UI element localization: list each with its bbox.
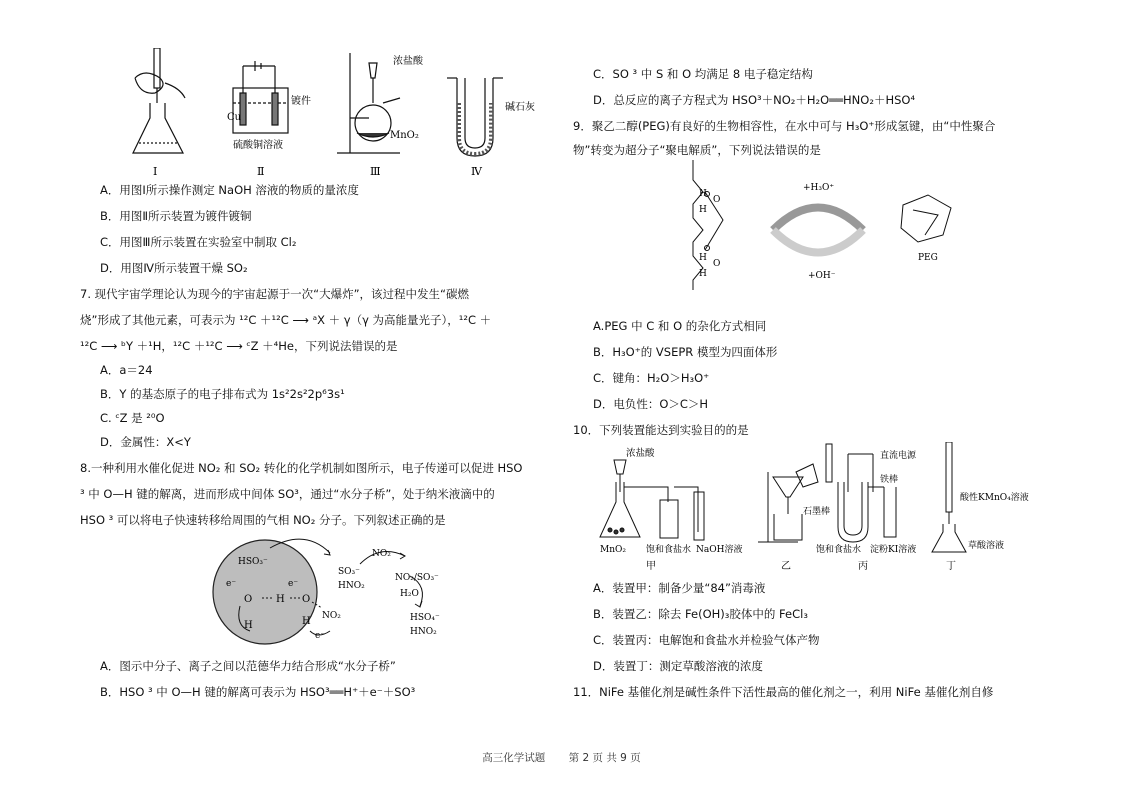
q8-option-a: A．图示中分子、离子之间以范德华力结合形成“水分子桥” [100,659,396,673]
q8-fig-no2-b: NO₂ [372,549,391,559]
q6-option-a: A．用图Ⅰ所示操作测定 NaOH 溶液的物质的量浓度 [100,183,359,197]
q7-option-d: D．金属性：X<Y [100,435,191,449]
fig6-label-cu: Cu [227,112,242,123]
q9-fig-h2: H [699,205,707,215]
nano-droplet [213,540,317,644]
fig6-caption-i: Ⅰ [153,165,158,178]
q10-option-c: C．装置丙：电解饱和食盐水并检验气体产物 [593,633,820,647]
q10-apparatus-figure [598,442,1038,572]
q10-apparatus-svg [598,442,1038,572]
q8-stem-line-1: 8.一种利用水催化促进 NO₂ 和 SO₂ 转化的化学机制如图所示，电子传递可以促进 HSO [80,461,523,475]
q9-option-d: D．电负性：O＞C＞H [593,397,709,411]
q6-apparatus-figure [125,48,545,178]
q10-fig-iron-rod: 铁棒 [880,475,899,485]
q9-fig-h1: H [699,189,707,199]
q8-fig-no2-a: NO₂ [322,611,341,621]
q10-option-a: A．装置甲：制备少量“84”消毒液 [593,581,766,595]
q8-option-d: D．总反应的离子方程式为 HSO³＋NO₂＋H₂O══HNO₂＋HSO⁴ [593,93,916,107]
q7-option-c: C. ᶜZ 是 ²⁰O [100,411,165,425]
q10-stem: 10．下列装置能达到实验目的的是 [573,423,749,437]
q10-fig-dc-power: 直流电源 [880,451,917,461]
q9-option-b: B．H₃O⁺的 VSEPR 模型为四面体形 [593,345,778,359]
q9-option-a: A.PEG 中 C 和 O 的杂化方式相同 [593,319,767,333]
q8-fig-e1: e⁻ [226,579,237,589]
apparatus-i [133,48,185,153]
q9-fig-plus-h3o: +H₃O⁺ [803,183,835,193]
q6-option-c: C．用图Ⅲ所示装置在实验室中制取 Cl₂ [100,235,297,249]
q8-mechanism-figure [210,536,480,648]
fig6-label-plating-part: 镀件 [291,96,311,107]
q6-apparatus-svg [125,48,545,178]
q9-fig-h3: H [699,253,707,263]
q7-stem-line-2: 烧”形成了其他元素，可表示为 ¹²C ＋¹²C ⟶ ᵃX ＋ γ（γ 为高能量光子），¹²C ＋ [80,313,492,327]
q6-option-d: D．用图Ⅳ所示装置干燥 SO₂ [100,261,248,275]
fig6-label-hcl: 浓盐酸 [393,56,423,67]
q8-fig-o1: O [244,594,253,605]
q10-fig-starch-ki: 淀粉KI溶液 [870,545,917,555]
q9-fig-plus-oh: +OH⁻ [808,271,836,281]
fig6-caption-iii: Ⅲ [370,165,381,178]
q9-option-c: C．键角：H₂O＞H₃O⁺ [593,371,710,385]
apparatus-ii [233,61,288,133]
page-footer [0,750,1123,765]
q11-stem: 11．NiFe 基催化剂是碱性条件下活性最高的催化剂之一，利用 NiFe 基催化剂自修 [573,685,994,699]
q9-peg-svg [663,160,983,290]
fig6-caption-ii: Ⅱ [257,165,265,178]
q9-fig-o2: O [713,259,721,269]
q9-fig-h4: H [699,269,707,279]
q10-fig-graphite: 石墨棒 [803,507,831,517]
q8-mechanism-svg [210,536,480,648]
q10-caption-ding: 丁 [946,561,956,572]
fig6-label-mno2: MnO₂ [390,130,419,141]
q9-peg-figure [663,160,983,290]
q8-fig-h1: H [244,620,253,631]
peg-chain [693,160,723,290]
q8-fig-h2o: H₂O [400,589,419,599]
fig6-label-cuso4: 硫酸铜溶液 [233,140,283,151]
q8-fig-h3: H [302,616,311,627]
q8-fig-o2: O [302,594,311,605]
q10-fig-hcl: 浓盐酸 [626,448,655,459]
cycle-arrows [773,208,863,253]
q10-option-d: D．装置丁：测定草酸溶液的浓度 [593,659,763,673]
q10-fig-oxalic: 草酸溶液 [968,541,1005,551]
q10-caption-bing: 丙 [858,561,868,572]
q8-option-b: B．HSO ³ 中 O—H 键的解离可表示为 HSO³══H⁺＋e⁻＋SO³ [100,685,416,699]
q7-option-a: A．a＝24 [100,363,153,377]
q8-fig-hso3: HSO₃⁻ [238,557,268,567]
peg-crown [901,195,951,242]
q8-stem-line-3: HSO ³ 可以将电子快速转移给周围的气相 NO₂ 分子。下列叙述正确的是 [80,513,446,527]
q7-stem-line-3: ¹²C ⟶ ᵇY ＋¹H，¹²C ＋¹²C ⟶ ᶜZ ＋⁴He，下列说法错误的是 [80,339,398,353]
q8-fig-e3: e⁻ [315,631,326,641]
q8-fig-hno2-a: HNO₂ [338,581,365,591]
q8-option-c: C．SO ³ 中 S 和 O 均满足 8 电子稳定结构 [593,67,813,81]
fig6-caption-iv: Ⅳ [471,165,482,178]
q10-caption-yi: 乙 [781,561,791,572]
q8-fig-e2: e⁻ [288,579,299,589]
q10-fig-naoh: NaOH溶液 [696,545,743,555]
apparatus-jia [600,460,704,540]
q8-fig-hso4: HSO₄⁻ [410,613,440,623]
footer-subject: 高三化学试题 [482,752,546,764]
q8-stem-line-2: ³ 中 O—H 键的解离，进而形成中间体 SO³，通过“水分子桥”，处于纳米液滴中的 [80,487,495,501]
q7-option-b: B．Y 的基态原子的电子排布式为 1s²2s²2p⁶3s¹ [100,387,345,401]
q9-fig-peg: PEG [918,253,938,263]
q6-option-b: B．用图Ⅱ所示装置为镀件镀铜 [100,209,252,223]
q7-stem-line-1: 7. 现代宇宙学理论认为现今的宇宙起源于一次“大爆炸”，该过程中发生“碳燃 [80,287,469,301]
q9-fig-o1: O [713,195,721,205]
q10-fig-mno2: MnO₂ [600,545,626,555]
q10-caption-jia: 甲 [646,561,656,572]
q8-fig-so3: SO₃⁻ [338,567,360,577]
q8-fig-h2: H [276,594,285,605]
fig6-label-soda-lime: 碱石灰 [505,102,535,113]
q10-option-b: B．装置乙：除去 Fe(OH)₃胶体中的 FeCl₃ [593,607,808,621]
apparatus-yi [758,464,818,542]
q10-fig-nacl-b: 饱和食盐水 [816,545,862,555]
q8-fig-no2-so3: NO₂/SO₃⁻ [395,573,439,583]
apparatus-iv [447,78,503,156]
q10-fig-nacl-a: 饱和食盐水 [646,545,692,555]
q9-stem-line-2: 物”转变为超分子“聚电解质”，下列说法错误的是 [573,143,821,157]
q10-fig-kmno4: 酸性KMnO₄溶液 [960,493,1029,503]
q8-fig-hno2-b: HNO₂ [410,627,437,637]
footer-page-number: 第 2 页 共 9 页 [568,752,641,764]
q9-stem-line-1: 9．聚乙二醇(PEG)有良好的生物相容性，在水中可与 H₃O⁺形成氢键，由“中性聚合 [573,119,996,133]
